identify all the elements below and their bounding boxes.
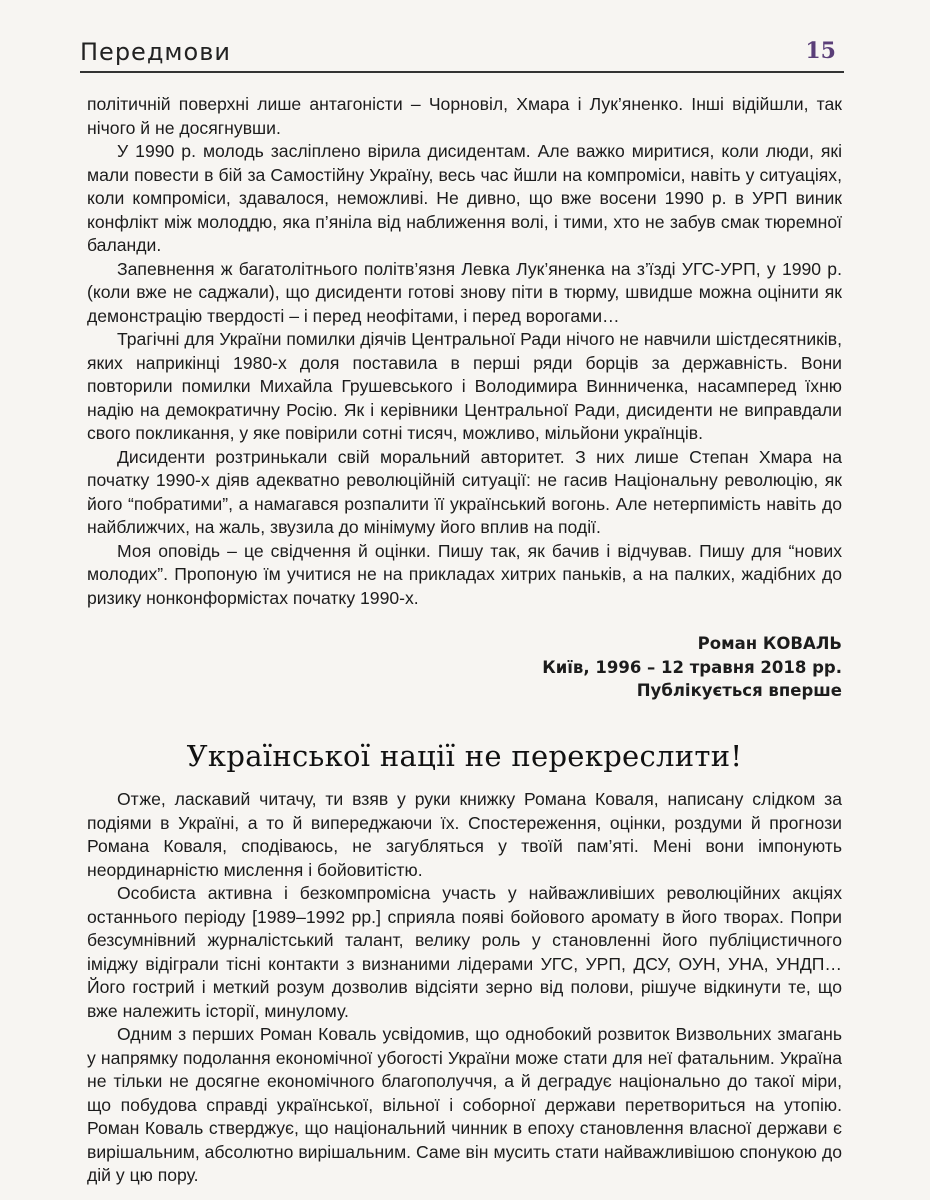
paragraph: Моя оповідь – це свідчення й оцінки. Пишу так, як бачив і відчував. Пишу для “нових молодих”. Пропоную їм учитися не на прикладах хитрих паньків, а на палких, жадібних до ризику нонконформістах початку 1990-х. xyxy=(87,540,842,608)
page-number: 15 xyxy=(805,38,836,64)
running-header-title: Передмови xyxy=(80,38,231,66)
signature-note: Публікується вперше xyxy=(636,681,842,700)
paragraph: Запевнення ж багатолітнього політв’язня Левка Лук’яненка на з’їзді УГС-УРП, у 1990 р. (коли вже не саджали), що дисиденти готові знову піти в тюрму, швидше можна оцінити як демонстрацію твердості – і перед неофітами, і перед ворогами… xyxy=(87,258,842,326)
signature-author: Роман КОВАЛЬ xyxy=(697,634,842,653)
running-header xyxy=(80,36,844,74)
paragraph: Одним з перших Роман Коваль усвідомив, що однобокий розвиток Визвольних змагань у напрямку подолання економічної убогості України може стати для неї фатальним. Україна не тільки не досягне економічного благополуччя, а й деградує національно до такої міри, що побудова справді української, вільної і соборної держави перетвориться на утопію. Роман Коваль стверджує, що національний чинник в епоху становлення власної держави є вирішальним, абсолютно вирішальним. Саме він мусить стати найважливішою спонукою до дій у цю пору. xyxy=(87,1024,842,1185)
paragraph: Особиста активна і безкомпромісна участь у найважливіших революційних акціях останнього періоду [1989–1992 рр.] сприяла появі бойового аромату в його творах. Попри безсумнівний журналістський талант, велику роль у становленні його публіцистичного іміджу відіграли тісні контакти з визнаними лідерами УГС, УРП, ДСУ, ОУН, УНА, УНДП… Його гострий і меткий розум дозволив відсіяти зерно від полови, рішуче відкинути те, що вже належить історії, минулому. xyxy=(87,883,842,1021)
paragraph: Отже, ласкавий читачу, ти взяв у руки книжку Романа Коваля, написану слідком за подіями в Україні, а то й випереджаючи їх. Спостереження, оцінки, роздуми й прогнози Романа Коваля, сподіваюсь, не загубляться у твоїй пам’яті. Мені вони імпонують неординарністю мислення і бойовитістю. xyxy=(87,789,842,880)
header-rule xyxy=(80,71,844,73)
paragraph: Трагічні для України помилки діячів Центральної Ради нічого не навчили шістдесятників, яких наприкінці 1980-х доля поставила в перші ряди борців за державність. Вони повторили помилки Михайла Грушевського і Володимира Винниченка, насамперед їхню надію на демократичну Росію. Як і керівники Центральної Ради, дисиденти не виправдали свого покликання, у яке повірили сотні тисяч, можливо, мільйони українців. xyxy=(87,329,842,443)
section-heading: Української нації не перекреслити! xyxy=(186,738,743,773)
page-body xyxy=(87,93,842,1188)
paragraph: Дисиденти розтринькали свій моральний авторитет. З них лише Степан Хмара на початку 1990-х діяв адекватно революційній ситуації: не гасив Національну революцію, як його “побратими”, а намагався розпалити її український вогонь. Але нетерпимість навіть до найближчих, на жаль, звузила до мінімуму його вплив на події. xyxy=(87,446,842,537)
signature-place-date: Київ, 1996 – 12 травня 2018 рр. xyxy=(542,657,842,677)
paragraph: У 1990 р. молодь засліплено вірила дисидентам. Але важко миритися, коли люди, які мали повести в бій за Самостійну Україну, весь час йшли на компроміси, навіть у ситуаціях, коли компроміси, здавалося, неможливі. Не дивно, що вже восени 1990 р. в УРП виник конфлікт між молоддю, яка п’яніла від наближення волі, і тими, хто не забув смак тюремної баланди. xyxy=(87,141,842,255)
paragraph: політичній поверхні лише антагоністи – Чорновіл, Хмара і Лук’яненко. Інші відійшли, так нічого й не досягнувши. xyxy=(87,94,842,138)
signature-block xyxy=(87,632,842,703)
